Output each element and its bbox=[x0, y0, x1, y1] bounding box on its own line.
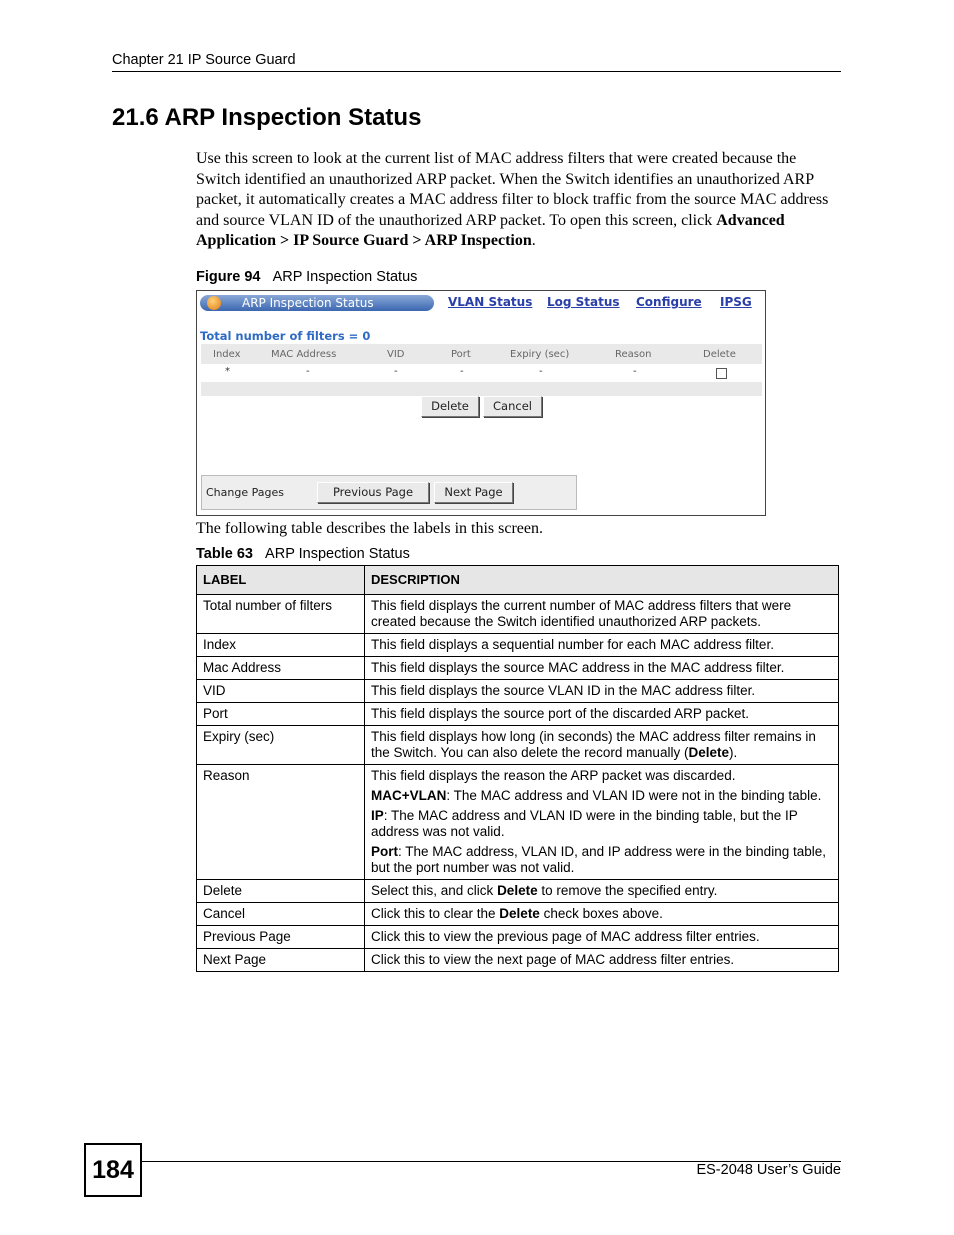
table-title: ARP Inspection Status bbox=[265, 546, 410, 562]
row-description: This field displays the source port of the discarded ARP packet. bbox=[365, 703, 839, 726]
table-footer-band bbox=[201, 382, 762, 396]
table-row bbox=[197, 703, 839, 726]
col-reason: Reason bbox=[615, 349, 652, 360]
delete-checkbox[interactable] bbox=[716, 368, 727, 379]
header-rule bbox=[112, 71, 841, 72]
row-description: Click this to view the next page of MAC address filter entries. bbox=[365, 949, 839, 972]
table-row bbox=[201, 364, 762, 383]
row-description: Click this to view the previous page of MAC address filter entries. bbox=[365, 926, 839, 949]
link-vlan-status[interactable]: VLAN Status bbox=[448, 295, 533, 309]
chapter-header: Chapter 21 IP Source Guard bbox=[112, 52, 296, 68]
reason-term: MAC+VLAN bbox=[371, 788, 447, 803]
intro-end: . bbox=[531, 232, 536, 249]
link-ipsg[interactable]: IPSG bbox=[720, 295, 752, 309]
table-caption bbox=[196, 546, 410, 562]
table-number: Table 63 bbox=[196, 546, 253, 562]
header-description: DESCRIPTION bbox=[365, 566, 839, 595]
cell-mac: - bbox=[306, 366, 310, 377]
row-description: This field displays the source MAC address in the MAC address filter. bbox=[365, 657, 839, 680]
cell-index: * bbox=[225, 366, 230, 377]
row-description: This field displays a sequential number for each MAC address filter. bbox=[365, 634, 839, 657]
reason-text: : The MAC address and VLAN ID were not in the binding table. bbox=[446, 788, 822, 803]
filter-table-header bbox=[201, 344, 762, 364]
col-vid: VID bbox=[387, 349, 405, 360]
following-text: The following table describes the labels in this screen. bbox=[196, 520, 544, 537]
table-row bbox=[197, 765, 839, 880]
figure-caption bbox=[196, 269, 417, 285]
cell-vid: - bbox=[394, 366, 398, 377]
table-row bbox=[197, 880, 839, 903]
change-pages-panel bbox=[201, 475, 577, 510]
row-description bbox=[365, 726, 839, 765]
table-header-row bbox=[197, 566, 839, 595]
status-orb-icon bbox=[207, 296, 221, 310]
desc-text: ). bbox=[728, 745, 738, 760]
section-title: 21.6 ARP Inspection Status bbox=[112, 104, 422, 131]
desc-text: to remove the specified entry. bbox=[537, 883, 718, 898]
row-description: This field displays the source VLAN ID in the MAC address filter. bbox=[365, 680, 839, 703]
total-filters: Total number of filters = 0 bbox=[200, 329, 371, 343]
cell-expiry: - bbox=[539, 366, 543, 377]
row-label: Reason bbox=[197, 765, 365, 880]
row-description bbox=[365, 880, 839, 903]
table-row bbox=[197, 726, 839, 765]
row-label: Expiry (sec) bbox=[197, 726, 365, 765]
reason-intro: This field displays the reason the ARP packet was discarded. bbox=[371, 768, 736, 783]
reason-term: IP bbox=[371, 808, 384, 823]
row-description bbox=[365, 903, 839, 926]
desc-bold: Delete bbox=[688, 745, 729, 760]
reason-mac-vlan bbox=[371, 788, 832, 804]
row-label: VID bbox=[197, 680, 365, 703]
intro-paragraph bbox=[196, 149, 841, 252]
row-label: Mac Address bbox=[197, 657, 365, 680]
reason-text: : The MAC address and VLAN ID were in the binding table, but the IP address was not valid. bbox=[371, 808, 798, 839]
link-configure[interactable]: Configure bbox=[636, 295, 702, 309]
reason-ip bbox=[371, 808, 832, 840]
table-row bbox=[197, 949, 839, 972]
reason-port bbox=[371, 844, 832, 876]
link-log-status[interactable]: Log Status bbox=[547, 295, 620, 309]
reason-term: Port bbox=[371, 844, 398, 859]
table-row bbox=[197, 926, 839, 949]
next-page-button[interactable]: Next Page bbox=[434, 482, 513, 503]
desc-text: This field displays how long (in seconds) the MAC address filter remains in the Switch. You can also delete the record manually ( bbox=[371, 729, 816, 760]
col-mac-address: MAC Address bbox=[271, 349, 337, 360]
header-label: LABEL bbox=[197, 566, 365, 595]
desc-text: Click this to clear the bbox=[371, 906, 500, 921]
intro-text: Use this screen to look at the current list of MAC address filters that were created because the Switch identified an unauthorized ARP packet. When the Switch identifies an unauthorized ARP packet, it automatically creates a MAC address filter to block traffic from the source MAC address and source VLAN ID of the unauthorized ARP packet. To open this screen, click bbox=[196, 150, 829, 229]
figure-number: Figure 94 bbox=[196, 269, 261, 285]
description-table bbox=[196, 565, 839, 972]
change-pages-label: Change Pages bbox=[206, 486, 284, 499]
menu-path: Advanced Application > IP Source Guard > ARP Inspection bbox=[196, 211, 785, 249]
figure-title: ARP Inspection Status bbox=[272, 269, 418, 285]
row-label: Next Page bbox=[197, 949, 365, 972]
cell-reason: - bbox=[633, 366, 637, 377]
delete-button[interactable]: Delete bbox=[421, 396, 479, 417]
desc-bold: Delete bbox=[497, 883, 538, 898]
col-expiry: Expiry (sec) bbox=[510, 349, 570, 360]
table-row bbox=[197, 903, 839, 926]
row-description: This field displays the current number of MAC address filters that were created because the Switch identified unauthorized ARP packets. bbox=[365, 595, 839, 634]
tab-arp-inspection-status[interactable] bbox=[200, 295, 434, 311]
col-delete: Delete bbox=[703, 349, 736, 360]
cell-port: - bbox=[460, 366, 464, 377]
row-label: Delete bbox=[197, 880, 365, 903]
arp-inspection-screenshot bbox=[196, 290, 766, 516]
table-row bbox=[197, 680, 839, 703]
desc-bold: Delete bbox=[499, 906, 540, 921]
cancel-button[interactable]: Cancel bbox=[483, 396, 542, 417]
previous-page-button[interactable]: Previous Page bbox=[317, 482, 429, 503]
row-description bbox=[365, 765, 839, 880]
row-label: Total number of filters bbox=[197, 595, 365, 634]
col-port: Port bbox=[451, 349, 471, 360]
desc-text: Select this, and click bbox=[371, 883, 498, 898]
row-label: Previous Page bbox=[197, 926, 365, 949]
page-number: 184 bbox=[84, 1143, 142, 1197]
col-index: Index bbox=[213, 349, 241, 360]
desc-text: check boxes above. bbox=[539, 906, 663, 921]
row-label: Index bbox=[197, 634, 365, 657]
row-label: Cancel bbox=[197, 903, 365, 926]
row-label: Port bbox=[197, 703, 365, 726]
guide-title: ES-2048 User’s Guide bbox=[696, 1162, 841, 1178]
table-row bbox=[197, 634, 839, 657]
tab-label: ARP Inspection Status bbox=[242, 296, 374, 310]
table-row bbox=[197, 595, 839, 634]
table-row bbox=[197, 657, 839, 680]
reason-text: : The MAC address, VLAN ID, and IP address were in the binding table, but the port number was not valid. bbox=[371, 844, 826, 875]
